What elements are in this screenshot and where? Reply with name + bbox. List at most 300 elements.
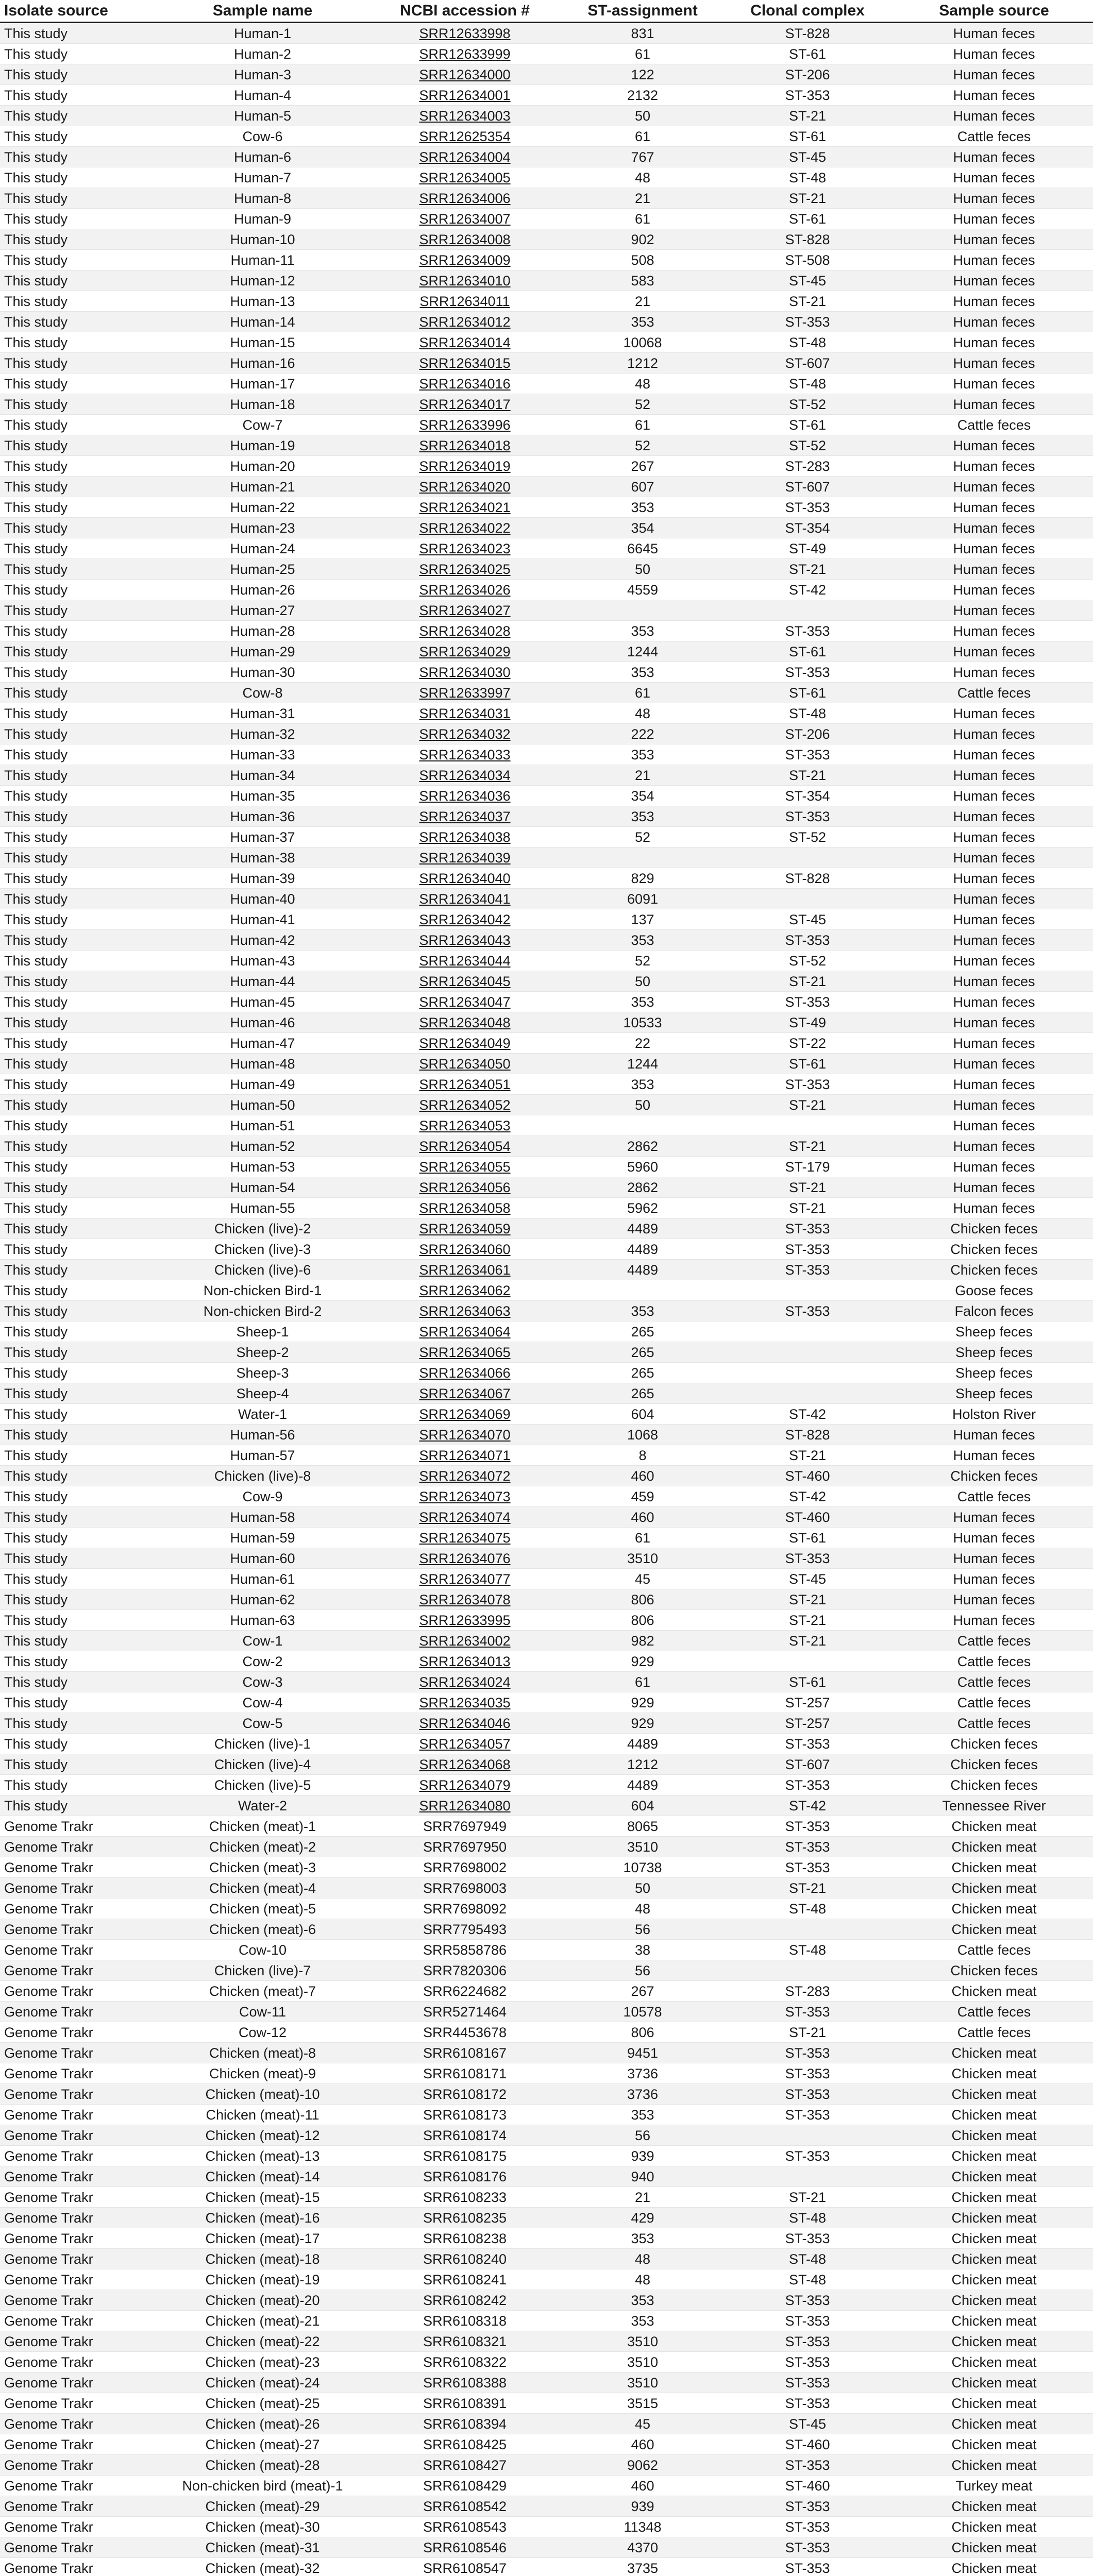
sample-source-cell: Chicken meat [895,2455,1093,2476]
sample-name-cell: Chicken (meat)-20 [161,2290,364,2311]
table-row [0,1115,1093,1136]
ncbi-accession-link[interactable]: SRR12634068 [364,1754,565,1775]
isolate-source-cell: This study [0,1466,161,1486]
st-assignment-cell: 61 [565,683,720,703]
ncbi-accession-link[interactable]: SRR12634026 [364,580,565,600]
st-assignment-cell: 265 [565,1342,720,1363]
st-assignment-cell: 902 [565,229,720,250]
ncbi-accession-link[interactable]: SRR12634030 [364,662,565,683]
ncbi-accession-link[interactable]: SRR12634001 [364,85,565,106]
st-assignment-cell: 460 [565,1466,720,1486]
clonal-complex-cell: ST-52 [720,435,895,456]
ncbi-accession-link[interactable]: SRR12634023 [364,538,565,559]
table-row [0,992,1093,1012]
sample-name-cell: Human-20 [161,456,364,477]
ncbi-accession-link[interactable]: SRR12634012 [364,312,565,332]
isolate-source-cell: Genome Trakr [0,1857,161,1878]
ncbi-accession-link[interactable]: SRR12634049 [364,1033,565,1054]
sample-source-cell: Chicken meat [895,2558,1093,2576]
table-row [0,1507,1093,1528]
sample-name-cell: Human-14 [161,312,364,332]
st-assignment-cell: 22 [565,1033,720,1054]
ncbi-accession-link[interactable]: SRR12634034 [364,765,565,786]
sample-source-cell: Human feces [895,147,1093,167]
ncbi-accession-link[interactable]: SRR12634056 [364,1177,565,1198]
table-row [0,1301,1093,1321]
st-assignment-cell: 48 [565,2269,720,2290]
st-assignment-cell: 929 [565,1713,720,1734]
ncbi-accession-link[interactable]: SRR12634064 [364,1321,565,1342]
table-row [0,1795,1093,1816]
isolate-source-cell: This study [0,1528,161,1548]
isolate-source-cell: Genome Trakr [0,2476,161,2496]
clonal-complex-cell: ST-61 [720,209,895,229]
isolate-source-cell: This study [0,1054,161,1074]
sample-name-cell: Sheep-4 [161,1383,364,1404]
table-row [0,1528,1093,1548]
sample-name-cell: Chicken (meat)-25 [161,2393,364,2414]
sample-source-cell: Human feces [895,1012,1093,1033]
sample-source-cell: Chicken meat [895,1878,1093,1899]
clonal-complex-cell: ST-828 [720,1425,895,1445]
sample-name-cell: Human-27 [161,600,364,621]
st-assignment-cell: 3510 [565,2372,720,2393]
clonal-complex-cell: ST-353 [720,1857,895,1878]
sample-source-cell: Human feces [895,559,1093,580]
sample-name-cell: Human-16 [161,353,364,374]
clonal-complex-cell [720,1960,895,1981]
ncbi-accession-link[interactable]: SRR12634002 [364,1631,565,1651]
table-row [0,2311,1093,2331]
ncbi-accession-link[interactable]: SRR12633996 [364,415,565,435]
isolate-source-cell: This study [0,1198,161,1218]
sample-name-cell: Human-22 [161,497,364,518]
sample-source-cell: Cattle feces [895,1486,1093,1507]
sample-name-cell: Chicken (meat)-10 [161,2084,364,2105]
ncbi-accession-link[interactable]: SRR12634077 [364,1569,565,1589]
sample-name-cell: Chicken (meat)-7 [161,1981,364,2002]
ncbi-accession-link[interactable]: SRR12634076 [364,1548,565,1569]
clonal-complex-cell: ST-21 [720,1878,895,1899]
sample-name-cell: Cow-6 [161,126,364,147]
sample-source-cell: Cattle feces [895,2002,1093,2022]
sample-name-cell: Human-3 [161,64,364,85]
ncbi-accession-link[interactable]: SRR12634036 [364,786,565,806]
table-row [0,2496,1093,2517]
ncbi-accession-link[interactable]: SRR12634031 [364,703,565,724]
ncbi-accession-link[interactable]: SRR12634069 [364,1404,565,1425]
isolate-source-cell: This study [0,1321,161,1342]
clonal-complex-cell: ST-61 [720,1672,895,1692]
ncbi-accession-link[interactable]: SRR12634071 [364,1445,565,1466]
clonal-complex-cell: ST-460 [720,1507,895,1528]
ncbi-accession-link[interactable]: SRR12634035 [364,1692,565,1713]
isolate-source-cell: This study [0,1713,161,1734]
sample-name-cell: Cow-12 [161,2022,364,2043]
st-assignment-cell: 9062 [565,2455,720,2476]
isolate-source-cell: Genome Trakr [0,2022,161,2043]
sample-source-cell: Human feces [895,497,1093,518]
table-row [0,559,1093,580]
ncbi-accession-link[interactable]: SRR12634070 [364,1425,565,1445]
ncbi-accession-link[interactable]: SRR12634006 [364,188,565,209]
sample-name-cell: Human-15 [161,332,364,353]
ncbi-accession-link[interactable]: SRR12634041 [364,889,565,909]
table-row [0,147,1093,167]
ncbi-accession-link[interactable]: SRR12634046 [364,1713,565,1734]
ncbi-accession-link[interactable]: SRR12634065 [364,1342,565,1363]
isolate-source-cell: This study [0,1363,161,1383]
ncbi-accession-link[interactable]: SRR12634017 [364,394,565,415]
ncbi-accession-link[interactable]: SRR12634024 [364,1672,565,1692]
sample-source-cell: Human feces [895,538,1093,559]
sample-source-cell: Human feces [895,188,1093,209]
table-row [0,1383,1093,1404]
st-assignment-cell: 21 [565,2187,720,2208]
table-row [0,744,1093,765]
clonal-complex-cell: ST-48 [720,374,895,394]
ncbi-accession-link[interactable]: SRR12634074 [364,1507,565,1528]
ncbi-accession-link[interactable]: SRR12634021 [364,497,565,518]
sample-name-cell: Human-51 [161,1115,364,1136]
table-row [0,1548,1093,1569]
isolate-source-cell: This study [0,868,161,889]
isolate-source-cell: Genome Trakr [0,2517,161,2537]
isolate-source-cell: This study [0,1610,161,1631]
st-assignment-cell: 353 [565,497,720,518]
isolate-source-cell: This study [0,1795,161,1816]
sample-source-cell: Human feces [895,951,1093,971]
sample-source-cell: Goose feces [895,1280,1093,1301]
ncbi-accession-link[interactable]: SRR12634048 [364,1012,565,1033]
isolate-source-cell: This study [0,600,161,621]
sample-name-cell: Chicken (meat)-31 [161,2537,364,2558]
ncbi-accession-link[interactable]: SRR12634039 [364,848,565,868]
ncbi-accession-link[interactable]: SRR12634022 [364,518,565,538]
isolate-source-cell: This study [0,456,161,477]
sample-source-cell: Human feces [895,765,1093,786]
ncbi-accession-link[interactable]: SRR12634013 [364,1651,565,1672]
isolate-source-cell: Genome Trakr [0,2393,161,2414]
isolate-source-cell: This study [0,1754,161,1775]
st-assignment-cell: 1212 [565,353,720,374]
table-row [0,600,1093,621]
sample-name-cell: Chicken (live)-3 [161,1239,364,1260]
st-assignment-cell: 267 [565,1981,720,2002]
isolate-source-cell: This study [0,889,161,909]
table-row [0,1837,1093,1857]
ncbi-accession-link[interactable]: SRR12634000 [364,64,565,85]
table-row [0,1425,1093,1445]
ncbi-accession-link[interactable]: SRR12634042 [364,909,565,930]
sample-source-cell: Human feces [895,930,1093,951]
ncbi-accession-link[interactable]: SRR12634008 [364,229,565,250]
st-assignment-cell: 38 [565,1940,720,1960]
ncbi-accession-link[interactable]: SRR12634011 [364,291,565,312]
ncbi-accession-link: SRR6108173 [364,2105,565,2125]
sample-name-cell: Human-58 [161,1507,364,1528]
clonal-complex-cell: ST-257 [720,1713,895,1734]
st-assignment-cell: 939 [565,2496,720,2517]
ncbi-accession-link[interactable]: SRR12634016 [364,374,565,394]
st-assignment-cell: 1212 [565,1754,720,1775]
sample-name-cell: Human-52 [161,1136,364,1157]
ncbi-accession-link[interactable]: SRR12634040 [364,868,565,889]
ncbi-accession-link[interactable]: SRR12634067 [364,1383,565,1404]
isolate-source-cell: Genome Trakr [0,2434,161,2455]
sample-source-cell: Chicken meat [895,1981,1093,2002]
clonal-complex-cell: ST-353 [720,806,895,827]
ncbi-accession-link[interactable]: SRR12634057 [364,1734,565,1754]
clonal-complex-cell: ST-353 [720,2084,895,2105]
table-row [0,580,1093,600]
sample-source-cell: Human feces [895,848,1093,868]
clonal-complex-cell: ST-283 [720,456,895,477]
isolate-source-cell: This study [0,1383,161,1404]
table-row [0,930,1093,951]
sample-name-cell: Cow-9 [161,1486,364,1507]
sample-source-cell: Human feces [895,477,1093,497]
clonal-complex-cell: ST-353 [720,2002,895,2022]
ncbi-accession-link[interactable]: SRR12634028 [364,621,565,641]
ncbi-accession-link[interactable]: SRR12634060 [364,1239,565,1260]
table-row [0,23,1093,44]
st-assignment-cell: 56 [565,1919,720,1940]
clonal-complex-cell: ST-607 [720,477,895,497]
isolate-source-cell: Genome Trakr [0,2228,161,2249]
table-row [0,1054,1093,1074]
clonal-complex-cell: ST-48 [720,1940,895,1960]
ncbi-accession-link[interactable]: SRR12634072 [364,1466,565,1486]
table-row [0,1239,1093,1260]
table-row [0,1857,1093,1878]
table-row [0,641,1093,662]
sample-source-cell: Cattle feces [895,683,1093,703]
sample-name-cell: Chicken (live)-5 [161,1775,364,1795]
st-assignment-cell: 353 [565,1074,720,1095]
sample-source-cell: Cattle feces [895,1692,1093,1713]
ncbi-accession-link[interactable]: SRR12634027 [364,600,565,621]
clonal-complex-cell: ST-353 [720,2063,895,2084]
sample-name-cell: Sheep-2 [161,1342,364,1363]
clonal-complex-cell: ST-45 [720,2414,895,2434]
sample-name-cell: Chicken (meat)-9 [161,2063,364,2084]
sample-name-cell: Chicken (meat)-27 [161,2434,364,2455]
st-assignment-cell: 137 [565,909,720,930]
ncbi-accession-link[interactable]: SRR12634025 [364,559,565,580]
ncbi-accession-link[interactable]: SRR12634053 [364,1115,565,1136]
table-row [0,1342,1093,1363]
sample-source-cell: Chicken meat [895,2311,1093,2331]
ncbi-accession-link[interactable]: SRR12634007 [364,209,565,229]
st-assignment-cell: 831 [565,23,720,44]
table-row [0,1198,1093,1218]
ncbi-accession-link[interactable]: SRR12634019 [364,456,565,477]
st-assignment-cell: 265 [565,1383,720,1404]
ncbi-accession-link[interactable]: SRR12634010 [364,270,565,291]
ncbi-accession-link[interactable]: SRR12634058 [364,1198,565,1218]
clonal-complex-cell: ST-607 [720,1754,895,1775]
ncbi-accession-link[interactable]: SRR12634044 [364,951,565,971]
sample-source-cell: Human feces [895,1507,1093,1528]
ncbi-accession-link[interactable]: SRR12634029 [364,641,565,662]
clonal-complex-cell: ST-61 [720,641,895,662]
clonal-complex-cell: ST-48 [720,2249,895,2269]
st-assignment-cell: 353 [565,662,720,683]
sample-name-cell: Chicken (live)-4 [161,1754,364,1775]
sample-name-cell: Cow-11 [161,2002,364,2022]
ncbi-accession-link[interactable]: SRR12625354 [364,126,565,147]
isolate-source-cell: This study [0,229,161,250]
isolate-source-cell: This study [0,662,161,683]
ncbi-accession-link[interactable]: SRR12634061 [364,1260,565,1280]
sample-name-cell: Chicken (meat)-24 [161,2372,364,2393]
isolate-source-cell: This study [0,167,161,188]
ncbi-accession-link[interactable]: SRR12634047 [364,992,565,1012]
isolate-source-cell: Genome Trakr [0,2208,161,2228]
ncbi-accession-link[interactable]: SRR12634043 [364,930,565,951]
isolate-source-cell: This study [0,909,161,930]
sample-name-cell: Human-33 [161,744,364,765]
sample-source-cell: Sheep feces [895,1321,1093,1342]
ncbi-accession-link[interactable]: SRR12634050 [364,1054,565,1074]
isolate-source-cell: This study [0,270,161,291]
sample-source-cell: Turkey meat [895,2476,1093,2496]
st-assignment-cell: 21 [565,291,720,312]
st-assignment-cell: 3515 [565,2393,720,2414]
sample-source-cell: Human feces [895,1177,1093,1198]
sample-name-cell: Human-44 [161,971,364,992]
header-st-assignment: ST-assignment [565,0,720,23]
table-row [0,44,1093,64]
ncbi-accession-link[interactable]: SRR12634003 [364,106,565,126]
st-assignment-cell: 21 [565,765,720,786]
ncbi-accession-link[interactable]: SRR12634062 [364,1280,565,1301]
sample-name-cell: Human-42 [161,930,364,951]
sample-name-cell: Chicken (meat)-18 [161,2249,364,2269]
sample-name-cell: Chicken (meat)-19 [161,2269,364,2290]
sample-name-cell: Human-25 [161,559,364,580]
isolate-source-cell: Genome Trakr [0,1816,161,1837]
st-assignment-cell: 3736 [565,2063,720,2084]
isolate-source-cell: This study [0,477,161,497]
ncbi-accession-link[interactable]: SRR12634063 [364,1301,565,1321]
ncbi-accession-link[interactable]: SRR12634080 [364,1795,565,1816]
table-row [0,2022,1093,2043]
clonal-complex-cell: ST-460 [720,1466,895,1486]
isolate-source-cell: This study [0,1404,161,1425]
clonal-complex-cell: ST-353 [720,2558,895,2576]
sample-source-cell: Human feces [895,641,1093,662]
ncbi-accession-link[interactable]: SRR12634055 [364,1157,565,1177]
sample-source-cell: Human feces [895,1589,1093,1610]
table-row [0,1280,1093,1301]
table-row [0,2002,1093,2022]
clonal-complex-cell: ST-283 [720,1981,895,2002]
sample-source-cell: Human feces [895,1136,1093,1157]
table-row [0,1734,1093,1754]
ncbi-accession-link[interactable]: SRR12634018 [364,435,565,456]
st-assignment-cell: 353 [565,312,720,332]
clonal-complex-cell: ST-353 [720,497,895,518]
ncbi-accession-link[interactable]: SRR12634078 [364,1589,565,1610]
ncbi-accession-link[interactable]: SRR12633995 [364,1610,565,1631]
clonal-complex-cell: ST-21 [720,1631,895,1651]
ncbi-accession-link[interactable]: SRR12634033 [364,744,565,765]
table-row [0,2105,1093,2125]
clonal-complex-cell: ST-61 [720,683,895,703]
ncbi-accession-link[interactable]: SRR12634015 [364,353,565,374]
isolate-source-cell: This study [0,1280,161,1301]
sample-name-cell: Human-47 [161,1033,364,1054]
ncbi-accession-link[interactable]: SRR12634045 [364,971,565,992]
ncbi-accession-link[interactable]: SRR12634037 [364,806,565,827]
sample-source-cell: Human feces [895,374,1093,394]
table-row [0,2414,1093,2434]
ncbi-accession-link[interactable]: SRR12634032 [364,724,565,744]
ncbi-accession-link[interactable]: SRR12634059 [364,1218,565,1239]
clonal-complex-cell [720,2166,895,2187]
ncbi-accession-link[interactable]: SRR12634066 [364,1363,565,1383]
table-row [0,394,1093,415]
sample-source-cell: Human feces [895,703,1093,724]
ncbi-accession-link[interactable]: SRR12634005 [364,167,565,188]
isolate-source-cell: This study [0,518,161,538]
sample-name-cell: Human-50 [161,1095,364,1115]
isolate-source-cell: This study [0,580,161,600]
sample-name-cell: Cow-4 [161,1692,364,1713]
ncbi-accession-link[interactable]: SRR12634051 [364,1074,565,1095]
st-assignment-cell: 265 [565,1321,720,1342]
clonal-complex-cell [720,1342,895,1363]
isolate-source-cell: This study [0,147,161,167]
ncbi-accession-link[interactable]: SRR12633999 [364,44,565,64]
ncbi-accession-link[interactable]: SRR12633997 [364,683,565,703]
clonal-complex-cell: ST-353 [720,2393,895,2414]
clonal-complex-cell: ST-353 [720,2146,895,2166]
ncbi-accession-link[interactable]: SRR12634038 [364,827,565,848]
ncbi-accession-link[interactable]: SRR12634004 [364,147,565,167]
ncbi-accession-link[interactable]: SRR12634014 [364,332,565,353]
ncbi-accession-link[interactable]: SRR12634052 [364,1095,565,1115]
ncbi-accession-link[interactable]: SRR12634009 [364,250,565,270]
clonal-complex-cell: ST-353 [720,312,895,332]
st-assignment-cell: 122 [565,64,720,85]
ncbi-accession-link[interactable]: SRR12633998 [364,23,565,44]
sample-source-cell: Human feces [895,1445,1093,1466]
st-assignment-cell: 460 [565,2476,720,2496]
table-row [0,2372,1093,2393]
isolate-source-cell: This study [0,765,161,786]
table-row [0,1816,1093,1837]
sample-name-cell: Cow-3 [161,1672,364,1692]
sample-source-cell: Human feces [895,106,1093,126]
ncbi-accession-link[interactable]: SRR12634075 [364,1528,565,1548]
ncbi-accession-link[interactable]: SRR12634020 [364,477,565,497]
ncbi-accession-link[interactable]: SRR12634079 [364,1775,565,1795]
sample-source-cell: Human feces [895,662,1093,683]
clonal-complex-cell [720,1363,895,1383]
ncbi-accession-link[interactable]: SRR12634054 [364,1136,565,1157]
sample-source-cell: Human feces [895,1548,1093,1569]
sample-name-cell: Human-45 [161,992,364,1012]
table-row [0,868,1093,889]
clonal-complex-cell [720,1651,895,1672]
ncbi-accession-link[interactable]: SRR12634073 [364,1486,565,1507]
table-row [0,909,1093,930]
isolate-source-cell: This study [0,1775,161,1795]
sample-source-cell: Cattle feces [895,2022,1093,2043]
